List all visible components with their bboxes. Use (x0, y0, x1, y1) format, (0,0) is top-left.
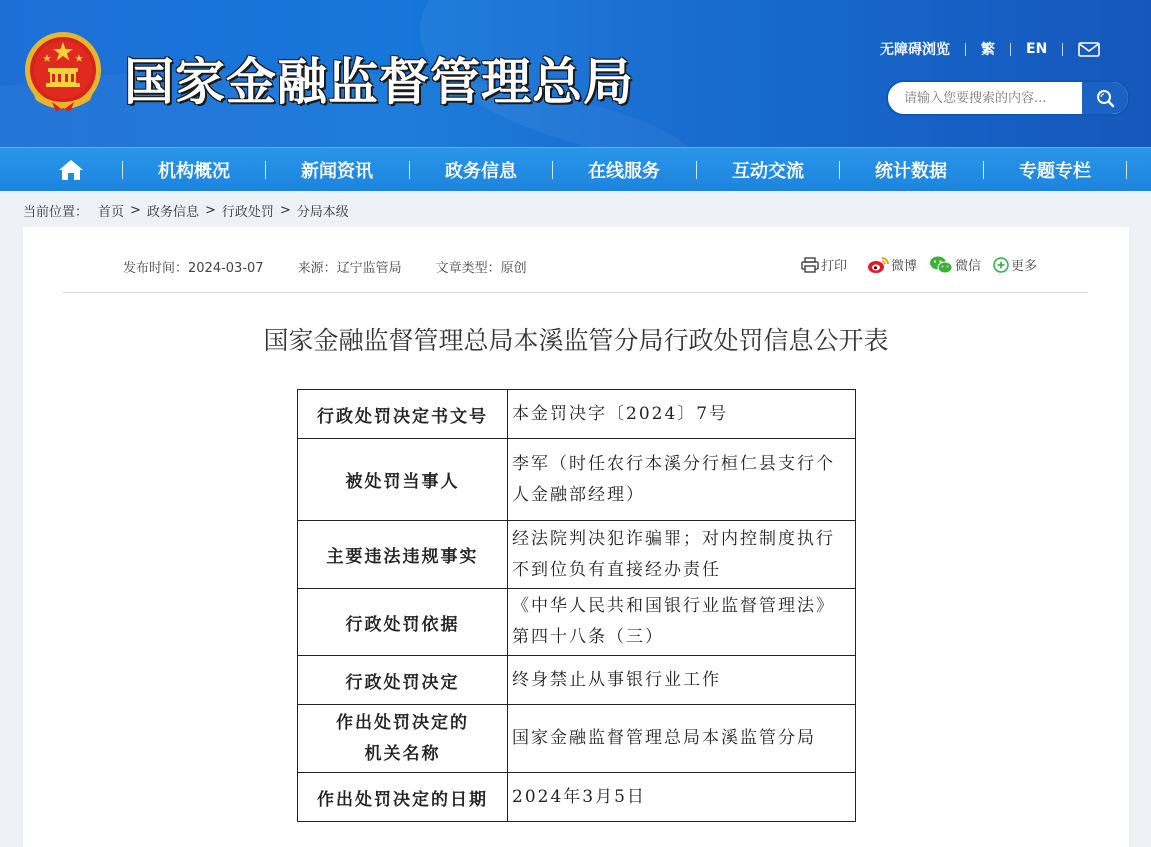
search-input[interactable] (888, 82, 1084, 114)
traditional-chinese-link[interactable]: 繁 (981, 42, 995, 58)
table-key-cell (298, 705, 508, 773)
more-share-button[interactable] (993, 255, 1037, 274)
nav-divider (409, 161, 410, 179)
print-label: 打印 (821, 259, 848, 274)
nav-item-statistics[interactable]: 统计数据 (875, 161, 947, 182)
more-label: 更多 (1011, 259, 1038, 274)
search-button[interactable] (1082, 82, 1128, 114)
plus-circle-icon (993, 257, 1009, 273)
penalty-info-table (297, 389, 856, 822)
nav-divider (839, 161, 840, 179)
article-type: 文章类型：原创 (435, 261, 527, 276)
nav-item-topics[interactable]: 专题专栏 (1019, 161, 1091, 182)
breadcrumb-separator: > (130, 202, 141, 218)
nav-item-about[interactable]: 机构概况 (158, 161, 230, 182)
table-value-cell: 《中华人民共和国银行业监督管理法》第四十八条（三） (508, 589, 856, 656)
article-meta (123, 257, 561, 276)
publish-date: 发布时间：2024-03-07 (123, 261, 264, 276)
weibo-label: 微博 (891, 259, 918, 274)
table-row (298, 521, 856, 589)
table-row (298, 705, 856, 773)
table-key-cell: 被处罚当事人 (298, 439, 508, 521)
weibo-icon (867, 256, 889, 274)
table-row (298, 589, 856, 656)
table-key-cell: 行政处罚依据 (298, 589, 508, 656)
home-icon (58, 159, 84, 181)
article-container (23, 227, 1129, 847)
wechat-icon (929, 256, 953, 274)
english-link[interactable]: EN (1026, 41, 1048, 57)
breadcrumb-government[interactable]: 政务信息 (146, 204, 199, 220)
divider (1062, 43, 1063, 56)
divider (63, 292, 1088, 293)
breadcrumb (23, 200, 349, 220)
table-row (298, 439, 856, 521)
table-value-cell: 本金罚决字〔2024〕7号 (508, 390, 856, 439)
table-key-line: 机关名称 (364, 743, 441, 764)
nav-divider (696, 161, 697, 179)
search-icon (1095, 88, 1115, 108)
table-value-cell: 经法院判决犯诈骗罪；对内控制度执行不到位负有直接经办责任 (508, 521, 856, 589)
mail-icon[interactable] (1078, 42, 1100, 57)
breadcrumb-penalty[interactable]: 行政处罚 (221, 204, 274, 220)
table-key-cell: 作出处罚决定的日期 (298, 773, 508, 822)
article-source: 来源：辽宁监管局 (297, 261, 402, 276)
wechat-share-button[interactable] (929, 255, 981, 274)
top-links (880, 38, 1100, 60)
table-value-cell: 终身禁止从事银行业工作 (508, 656, 856, 705)
table-key-cell: 主要违法违规事实 (298, 521, 508, 589)
table-row (298, 773, 856, 822)
article-title: 国家金融监督管理总局本溪监管分局行政处罚信息公开表 (263, 326, 889, 355)
site-title[interactable]: 国家金融监督管理总局 (124, 53, 634, 111)
breadcrumb-home[interactable]: 首页 (98, 204, 125, 220)
national-emblem-icon[interactable] (22, 30, 104, 114)
printer-icon (801, 257, 819, 273)
share-bar (801, 255, 1049, 274)
table-row (298, 656, 856, 705)
table-row (298, 390, 856, 439)
weibo-share-button[interactable] (867, 255, 917, 274)
nav-item-government[interactable]: 政务信息 (445, 161, 517, 182)
table-value-cell: 国家金融监督管理总局本溪监管分局 (508, 705, 856, 773)
site-header (0, 0, 1151, 147)
nav-divider (552, 161, 553, 179)
nav-item-interaction[interactable]: 互动交流 (732, 161, 804, 182)
search-box (886, 80, 1130, 116)
nav-item-news[interactable]: 新闻资讯 (301, 161, 373, 182)
breadcrumb-separator: > (204, 202, 216, 218)
nav-divider (1126, 161, 1127, 179)
breadcrumb-branch[interactable]: 分局本级 (296, 204, 349, 220)
table-value-cell: 2024年3月5日 (508, 773, 856, 822)
table-key-line: 作出处罚决定的 (336, 712, 469, 733)
nav-home[interactable] (0, 148, 142, 192)
nav-divider (265, 161, 266, 179)
breadcrumb-separator: > (279, 202, 291, 218)
nav-item-services[interactable]: 在线服务 (588, 161, 660, 182)
print-button[interactable] (801, 255, 847, 274)
wechat-label: 微信 (955, 259, 982, 274)
breadcrumb-label: 当前位置： (23, 204, 89, 220)
table-value-cell: 李军（时任农行本溪分行桓仁县支行个人金融部经理） (508, 439, 856, 521)
table-key-cell: 行政处罚决定 (298, 656, 508, 705)
divider (965, 43, 966, 56)
accessibility-link[interactable]: 无障碍浏览 (880, 42, 950, 58)
divider (1010, 43, 1011, 56)
nav-divider (122, 161, 123, 179)
nav-divider (983, 161, 984, 179)
main-nav (0, 147, 1151, 191)
table-key-cell: 行政处罚决定书文号 (298, 390, 508, 439)
